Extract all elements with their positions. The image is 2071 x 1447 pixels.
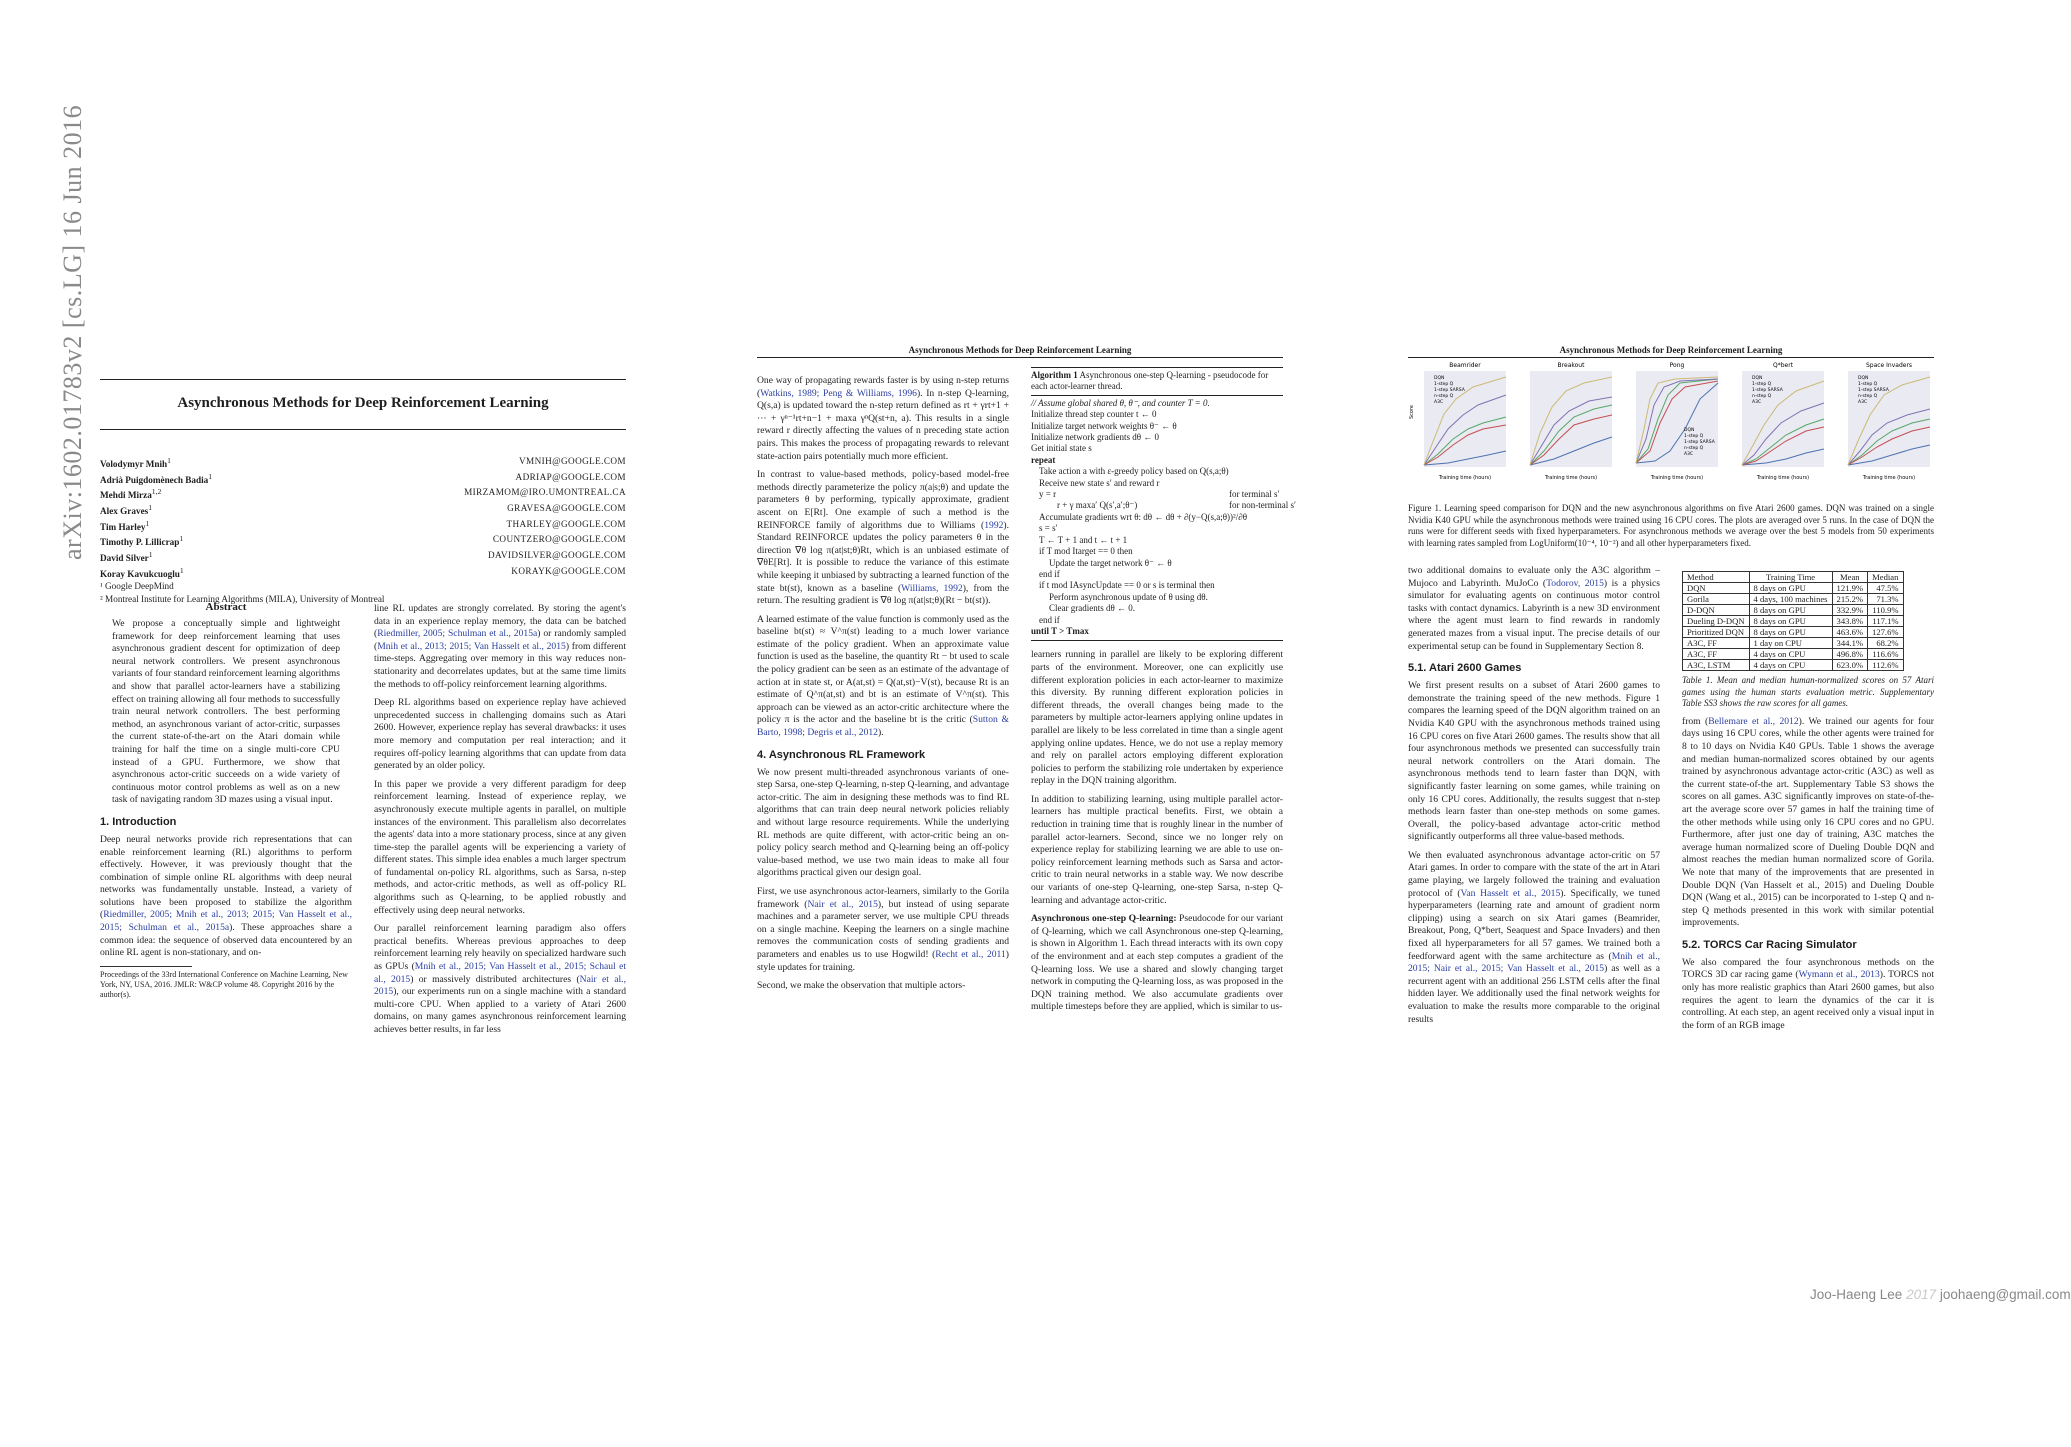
svg-text:DQN: DQN [1684, 428, 1695, 433]
abstract-text: We propose a conceptually simple and lightweight framework for deep reinforcement learning that uses asynchronous gradient descent for optimization of deep neural network controllers. We present asynchronous variants of four standard reinforcement learning algorithms and show that parallel actor-learners have a stabilizing effect on training allowing all four methods to successfully train neural network controllers. The best performing method, an asynchronous variant of actor-critic, surpasses the current state-of-the-art on the Atari domain while training for half the time on a single multi-core CPU instead of a GPU. Furthermore, we show that asynchronous actor-critic succeeds on a wide variety of continuous motor control problems as well as on a new task of navigating random 3D mazes using a visual input. [112, 618, 340, 806]
figure-1-plots [1408, 359, 1934, 494]
body-paragraph: We also compared the four asynchronous methods on the TORCS 3D car racing game (Wymann et al., 2013). TORCS not only has more realistic graphics than Atari 2600 games, but also requires the agent to learn the dynamics of the car it is controlling. At each step, an agent received only a visual input in the form of an RGB image [1682, 956, 1934, 1031]
citation-link[interactable]: Mnih et al., 2015; Van Hasselt et al., 2015; Schaul et al., 2015 [374, 961, 626, 985]
author-row: Adrià Puigdomènech Badia$^1$ ADRIAP@GOOGLE.COM [100, 471, 626, 485]
body-paragraph: Deep RL algorithms based on experience replay have achieved unprecedented success in challenging domains such as Atari 2600. However, experience replay has several drawbacks: it uses more memory and computation per real interaction; and it requires off-policy learning algorithms that can update from data generated by an older policy. [374, 697, 626, 772]
algorithm-caption: Algorithm 1 Asynchronous one-step Q-learning - pseudocode for each actor-learner thread. [1031, 370, 1283, 396]
table-row: Dueling D-DQN 8 days on GPU 343.8% 117.1% [1683, 616, 1904, 627]
author-row: Mehdi Mirza$^{1,2}$ MIRZAMOM@IRO.UMONTREAL.CA [100, 487, 626, 501]
svg-text:1-step SARSA: 1-step SARSA [1752, 388, 1783, 393]
svg-text:1-step SARSA: 1-step SARSA [1434, 388, 1465, 393]
citation-link[interactable]: Sutton & Barto, 1998; Degris et al., 2012 [757, 714, 1009, 739]
author-row: David Silver$^1$ DAVIDSILVER@GOOGLE.COM [100, 549, 626, 563]
svg-text:DQN: DQN [1858, 376, 1869, 381]
table-row: Gorila 4 days, 100 machines 215.2% 71.3% [1683, 594, 1904, 605]
body-paragraph: First, we use asynchronous actor-learners, similarly to the Gorila framework (Nair et al., 2015), but instead of using separate machines and a parameter server, we use multiple CPU threads on a single machine. Keeping the learners on a single machine removes the communication costs of sending gradients and parameters and enables us to use Hogwild! (Recht et al., 2011) style updates for training. [757, 885, 1010, 973]
algorithm-1 [1031, 367, 1296, 641]
algorithm-line: Initialize target network weights θ⁻ ← θ [1031, 420, 1177, 431]
title-rule-top [100, 379, 626, 380]
results-table [1682, 571, 1904, 671]
svg-text:Training time (hours): Training time (hours) [1544, 475, 1598, 481]
learning-curve-plot [1620, 359, 1722, 494]
algorithm-line: // Assume global shared θ, θ⁻, and counter T = 0. [1031, 397, 1210, 408]
svg-text:A3C: A3C [1684, 452, 1694, 457]
section-heading: 1. Introduction [100, 815, 177, 828]
figure-1-caption: Figure 1. Learning speed comparison for DQN and the new asynchronous algorithms on five Atari 2600 games. DQN was trained on a single Nvidia K40 GPU while the asynchronous methods were trained using 16 CPU cores. The plots are averaged over 5 runs. In the case of DQN the runs were for different seeds with fixed hyperparameters. For asynchronous methods we average over the best 5 models from 50 experiments with learning rates sampled from LogUniform(10⁻⁴, 10⁻²) and all other hyperparameters fixed. [1408, 503, 1934, 548]
citation-link[interactable]: Recht et al., 2011 [935, 948, 1006, 960]
learning-curve-plot [1726, 359, 1828, 494]
affiliation-1: ¹ Google DeepMind [100, 581, 174, 592]
section-heading: 4. Asynchronous RL Framework [757, 748, 926, 761]
algorithm-line: end if [1039, 568, 1060, 579]
citation-link[interactable]: Riedmiller, 2005; Mnih et al., 2013; 2015; Van Hasselt et al., 2015; Schulman et al., 2015a [100, 909, 352, 934]
algorithm-line: s = s′ [1039, 523, 1058, 534]
svg-text:A3C: A3C [1434, 400, 1444, 405]
author-row: Tim Harley$^1$ THARLEY@GOOGLE.COM [100, 518, 626, 532]
svg-text:n-step Q: n-step Q [1434, 394, 1454, 399]
running-head: Asynchronous Methods for Deep Reinforcement Learning [757, 345, 1283, 358]
svg-text:1-step SARSA: 1-step SARSA [1684, 440, 1715, 445]
body-paragraph: We now present multi-threaded asynchronous variants of one-step Sarsa, one-step Q-learning, n-step Q-learning, and advantage actor-critic. The aim in designing these methods was to find RL algorithms that can train deep neural network policies reliably and without large resource requirements. While the underlying RL methods are quite different, with actor-critic being an on-policy policy search method and Q-learning being an off-policy value-based method, we use two main ideas to make all four algorithms practical given our design goal. [757, 766, 1010, 879]
page2-left-column [757, 375, 1009, 999]
svg-text:Pong: Pong [1669, 362, 1685, 369]
svg-text:1-step SARSA: 1-step SARSA [1858, 388, 1889, 393]
svg-text:1-step Q: 1-step Q [1858, 382, 1878, 387]
citation-link[interactable]: Wymann et al., 2013 [1798, 969, 1880, 981]
body-paragraph: Asynchronous one-step Q-learning: Pseudocode for our variant of Q-learning, which we call Asynchronous one-step Q-learning, is shown in Algorithm 1. Each thread interacts with its own copy of the environment and at each step computes a gradient of the Q-learning loss. We use a shared and slowly changing target network in computing the Q-learning loss, as was proposed in the DQN training method. We also accumulate gradients over multiple timesteps before they are applied, which is similar to us- [1031, 913, 1283, 1013]
svg-text:A3C: A3C [1752, 400, 1762, 405]
algorithm-line: end if [1039, 614, 1060, 625]
citation-link[interactable]: Riedmiller, 2005; Schulman et al., 2015a [377, 628, 538, 640]
citation-link[interactable]: Todorov, 2015 [1546, 577, 1604, 589]
svg-text:Breakout: Breakout [1557, 362, 1585, 369]
author-row: Volodymyr Mnih$^1$ VMNIH@GOOGLE.COM [100, 456, 626, 470]
algorithm-line: Update the target network θ⁻ ← θ [1049, 557, 1172, 568]
paper-title: Asynchronous Methods for Deep Reinforcement Learning [177, 395, 549, 411]
body-paragraph: We then evaluated asynchronous advantage actor-critic on 57 Atari games. In order to compare with the state of the art in Atari game playing, we largely followed the training and evaluation protocol of (Van Hasselt et al., 2015). Specifically, we tuned hyperparameters (learning rate and amount of gradient norm clipping) using a search on six Atari games (Beamrider, Breakout, Pong, Q*bert, Seaquest and Space Invaders) and then fixed all hyperparameters for all 57 games. We trained both a feedforward agent with the same architecture as (Mnih et al., 2015; Nair et al., 2015; Van Hasselt et al., 2015) as well as a recurrent agent with an additional 256 LSTM cells after the final hidden layer. We additionally used the final network weights for evaluation to make the results more comparable to the original results [1408, 849, 1661, 1025]
table-header-row [1683, 572, 1904, 583]
svg-text:A3C: A3C [1858, 400, 1868, 405]
running-head: Asynchronous Methods for Deep Reinforcement Learning [1408, 345, 1934, 358]
learning-curve-plot [1832, 359, 1934, 494]
body-paragraph: In contrast to value-based methods, policy-based model-free methods directly parameterize the policy π(a|s;θ) and update the parameters θ by performing, typically approximate, gradient ascent on E[Rt]. One example of such a method is the REINFORCE family of algorithms due to Williams (1992). Standard REINFORCE updates the policy parameters θ in the direction ∇θ log π(at|st;θ)Rt, which is an unbiased estimate of ∇θE[Rt]. It is possible to reduce the variance of this estimate while keeping it unbiased by subtracting a learned function of the state bt(st), known as a baseline (Williams, 1992), from the return. The resulting gradient is ∇θ log π(at|st;θ)(Rt − bt(st)). [757, 469, 1009, 607]
title-rule-bottom [100, 429, 626, 430]
algorithm-line: Clear gradients dθ ← 0. [1049, 603, 1136, 614]
section-heading: 5.1. Atari 2600 Games [1408, 662, 1522, 675]
citation-link[interactable]: 1992 [984, 519, 1004, 531]
paper-page-2 [757, 345, 1296, 1080]
table-header-cell: Mean [1832, 572, 1868, 583]
algorithm-line: Take action a with ε-greedy policy based on Q(s,a;θ) [1039, 466, 1229, 477]
svg-text:Beamrider: Beamrider [1449, 362, 1481, 369]
page3-right-column [1682, 571, 1934, 1038]
body-paragraph: A learned estimate of the value function is commonly used as the baseline bt(st) ≈ V^π(st) leading to a much lower variance estimate of the policy gradient. When an approximate value function is used as the baseline, the quantity Rt − bt used to scale the policy gradient can be seen as an estimate of the advantage of action at in state st, or A(at,st) = Q(at,st)−V(st), because Rt is an estimate of Q^π(at,st) and bt is an estimate of V^π(st). This approach can be viewed as an actor-critic architecture where the policy π is the actor and the baseline bt is the critic (Sutton & Barto, 1998; Degris et al., 2012). [757, 613, 1009, 739]
svg-text:n-step Q: n-step Q [1684, 446, 1704, 451]
svg-text:1-step Q: 1-step Q [1752, 382, 1772, 387]
body-paragraph: We first present results on a subset of Atari 2600 games to demonstrate the training speed of the new methods. Figure 1 compares the learning speed of the DQN algorithm trained on an Nvidia K40 GPU with the asynchronous methods trained using 16 CPU cores on five Atari 2600 games. The results show that all four asynchronous methods we presented can successfully train neural network controllers on the Atari domain. The asynchronous methods tend to learn faster than DQN, with significantly faster learning on some games, while training on only 16 CPU cores. Additionally, the results suggest that n-step methods learn faster than one-step methods on some games. Overall, the policy-based advantage actor-critic method significantly outperforms all three value-based methods. [1408, 680, 1660, 843]
body-paragraph: In this paper we provide a very different paradigm for deep reinforcement learning. Instead of experience replay, we asynchronously execute multiple agents in parallel, on multiple instances of the environment. This parallelism also decorrelates the agents' data into a more stationary process, since at any given time-step the parallel agents will be experiencing a variety of different states. This simple idea enables a much larger spectrum of fundamental on-policy RL algorithms, such as Sarsa, n-step methods, and actor-critic methods, as well as off-policy RL algorithms such as Q-learning, to be applied robustly and effectively using deep neural networks. [374, 778, 626, 916]
body-paragraph: line RL updates are strongly correlated. By storing the agent's data in an experience replay memory, the data can be batched (Riedmiller, 2005; Schulman et al., 2015a) or randomly sampled (Mnih et al., 2013; 2015; Van Hasselt et al., 2015) from different time-steps. Aggregating over memory in this way reduces non-stationarity and decorrelates updates, but at the same time limits the methods to off-policy reinforcement learning algorithms. [374, 603, 627, 690]
citation-link[interactable]: Nair et al., 2015 [374, 973, 626, 998]
body-paragraph: from (Bellemare et al., 2012). We trained our agents for four days using 16 CPU cores, while the other agents were trained for 8 to 10 days on Nvidia K40 GPUs. Table 1 shows the average and median human-normalized scores obtained by our agents trained by asynchronous advantage actor-critic (A3C) as well as the current state-of-the art. Supplementary Table S3 shows the scores on all games. A3C significantly improves on state-of-the-art the average score over 57 games in half the training time of the other methods while using only 16 CPU cores and no GPU. Furthermore, after just one day of training, A3C matches the average human normalized score of Dueling Double DQN and almost reaches the median human normalized score of Gorila. We note that many of the improvements that are presented in Double DQN (Van Hasselt et al., 2015) and Dueling Double DQN (Wang et al., 2015) can be incorporated to 1-step Q and n-step Q methods presented in this work with similar potential improvements. [1682, 715, 1934, 929]
svg-text:Score: Score [1409, 404, 1415, 419]
author-row: Alex Graves$^1$ GRAVESA@GOOGLE.COM [100, 502, 626, 517]
algorithm-line: if T mod Itarget == 0 then [1039, 546, 1133, 557]
algorithm-line: Perform asynchronous update of θ using dθ. [1049, 591, 1208, 602]
algorithm-line: Initialize thread step counter t ← 0 [1031, 409, 1157, 420]
author-signature: Joo-Haeng Lee 2017 joohaeng@gmail.com [1810, 1287, 2071, 1302]
table-header-cell: Median [1868, 572, 1904, 583]
svg-text:n-step Q: n-step Q [1858, 394, 1878, 399]
body-paragraph: In addition to stabilizing learning, using multiple parallel actor-learners has multiple practical benefits. First, we obtain a reduction in training time that is roughly linear in the number of parallel actor-learners. Second, since we no longer rely on experience replay for stabilizing learning we are able to use on-policy reinforcement learning methods such as Sarsa and actor-critic to train neural networks in a stable way. We now describe our variants of one-step Q-learning, one-step Sarsa, n-step Q-learning and advantage actor-critic. [1031, 793, 1283, 906]
svg-text:1-step Q: 1-step Q [1684, 434, 1704, 439]
algorithm-line: until T > Tmax [1031, 625, 1089, 636]
svg-text:Training time (hours): Training time (hours) [1650, 475, 1704, 481]
svg-text:Training time (hours): Training time (hours) [1438, 475, 1492, 481]
body-paragraph: two additional domains to evaluate only the A3C algorithm – Mujoco and Labyrinth. MuJoCo (Todorov, 2015) is a physics simulator for evaluating agents on continuous motor control tasks with contact dynamics. Labyrinth is a new 3D environment where the agent must learn to find rewards in randomly generated mazes from a visual input. The precise details of our experimental setup can be found in Supplementary Section 8. [1408, 565, 1660, 652]
svg-text:Q*bert: Q*bert [1772, 362, 1794, 369]
arxiv-stamp: arXiv:1602.01783v2 [cs.LG] 16 Jun 2016 [58, 104, 87, 560]
algorithm-line: Get initial state s [1031, 443, 1092, 454]
page3-left-column [1408, 565, 1660, 1032]
author-row: Timothy P. Lillicrap$^1$ COUNTZERO@GOOGLE.COM [100, 534, 626, 548]
svg-text:1-step Q: 1-step Q [1434, 382, 1454, 387]
algorithm-line: Initialize network gradients dθ ← 0 [1031, 432, 1160, 443]
page1-right-column [374, 603, 626, 1043]
algorithm-line: if t mod IAsyncUpdate == 0 or s is terminal then [1039, 580, 1215, 591]
algorithm-line: r + γ maxa′ Q(s′,a′;θ⁻) for non-terminal s′ [1057, 500, 1296, 511]
page2-right-column [1031, 367, 1296, 1020]
section-heading: 5.2. TORCS Car Racing Simulator [1682, 938, 1857, 951]
svg-text:Training time (hours): Training time (hours) [1862, 475, 1916, 481]
table-row: A3C, FF 4 days on CPU 496.8% 116.6% [1683, 649, 1904, 660]
svg-text:n-step Q: n-step Q [1752, 394, 1772, 399]
table-header-cell: Training Time [1749, 572, 1832, 583]
svg-text:DQN: DQN [1752, 376, 1763, 381]
citation-link[interactable]: Nair et al., 2015 [807, 898, 878, 910]
paper-page-3 [1408, 345, 1934, 1080]
body-paragraph: One way of propagating rewards faster is by using n-step returns (Watkins, 1989; Peng & Williams, 1996). In n-step Q-learning, Q(s,a) is updated toward the n-step return defined as rt + γrt+1 + ··· + γⁿ⁻¹rt+n−1 + maxa γⁿQ(st+n, a). This results in a single reward r directly affecting the values of n preceding state action pairs. This makes the process of propagating rewards to relevant state-action pairs potentially much more efficient. [757, 375, 1010, 462]
citation-link[interactable]: Van Hasselt et al., 2015 [1460, 887, 1561, 899]
abstract-heading: Abstract [205, 601, 247, 613]
learning-curve-plot [1408, 359, 1510, 494]
citation-link[interactable]: Mnih et al., 2015; Nair et al., 2015; Van Hasselt et al., 2015 [1408, 950, 1661, 975]
table-row: D-DQN 8 days on GPU 332.9% 110.9% [1683, 605, 1904, 616]
algorithm-line: y = r for terminal s′ [1039, 489, 1280, 500]
algorithm-line: repeat [1031, 454, 1056, 465]
citation-link[interactable]: Williams, 1992 [901, 582, 963, 594]
svg-text:Training time (hours): Training time (hours) [1756, 475, 1810, 481]
proceedings-footnote: Proceedings of the 33rd International Conference on Machine Learning, New York, NY, USA, 2016. JMLR: W&CP volume 48. Copyright 2016 by the author(s). [100, 966, 192, 1000]
page1-left-column [100, 595, 352, 1000]
body-paragraph: Second, we make the observation that multiple actors- [757, 980, 966, 992]
citation-link[interactable]: Bellemare et al., 2012 [1708, 715, 1799, 727]
affiliation-2: ² Montreal Institute for Learning Algorithms (MILA), University of Montreal [100, 593, 385, 604]
algorithm-line: Receive new state s′ and reward r [1039, 477, 1160, 488]
author-block [100, 455, 626, 605]
table-1-caption: Table 1. Mean and median human-normalized scores on 57 Atari games using the human starts evaluation metric. Supplementary Table SS3 shows the raw scores for all games. [1682, 675, 1934, 709]
paper-page-1 [100, 345, 626, 1080]
citation-link[interactable]: Mnih et al., 2013; 2015; Van Hasselt et al., 2015 [377, 640, 566, 652]
table-header-cell: Method [1683, 572, 1750, 583]
author-row: Koray Kavukcuoglu$^1$ KORAYK@GOOGLE.COM [100, 565, 626, 579]
table-row: A3C, FF 1 day on CPU 344.1% 68.2% [1683, 638, 1904, 649]
table-row: A3C, LSTM 4 days on CPU 623.0% 112.6% [1683, 660, 1904, 671]
body-paragraph: learners running in parallel are likely to be exploring different parts of the environment. Moreover, one can explicitly use different exploration policies in each actor-learner to maximize this diversity. By running different exploration policies in different threads, the overall changes being made to the parameters by multiple actor-learners applying online updates in parallel are likely to be less correlated in time than a single agent applying online updates. Hence, we do not use a replay memory and rely on parallel actors employing different exploration policies to perform the stabilizing role undertaken by experience replay in the DQN training algorithm. [1031, 649, 1283, 787]
table-row: DQN 8 days on GPU 121.9% 47.5% [1683, 583, 1904, 594]
table-row: Prioritized DQN 8 days on GPU 463.6% 127.6% [1683, 627, 1904, 638]
algorithm-line: Accumulate gradients wrt θ: dθ ← dθ + ∂(y−Q(s,a;θ))²/∂θ [1039, 511, 1248, 522]
svg-text:Space Invaders: Space Invaders [1865, 362, 1913, 369]
body-paragraph: Our parallel reinforcement learning paradigm also offers practical benefits. Whereas previous approaches to deep reinforcement learning rely heavily on specialized hardware such as GPUs (Mnih et al., 2015; Van Hasselt et al., 2015; Schaul et al., 2015) or massively distributed architectures (Nair et al., 2015), our experiments run on a single machine with a standard multi-core CPU. When applied to a variety of Atari 2600 domains, on many games asynchronous reinforcement learning achieves better results, in far less [374, 923, 626, 1035]
svg-text:DQN: DQN [1434, 376, 1445, 381]
citation-link[interactable]: Watkins, 1989; Peng & Williams, 1996 [760, 387, 917, 399]
algorithm-line: T ← T + 1 and t ← t + 1 [1039, 534, 1128, 545]
intro-paragraph: Deep neural networks provide rich representations that can enable reinforcement learning (RL) algorithms to perform effectively. However, it was previously thought that the combination of simple online RL algorithms with deep neural networks was fundamentally unstable. Instead, a variety of solutions have been proposed to stabilize the algorithm (Riedmiller, 2005; Mnih et al., 2013; 2015; Van Hasselt et al., 2015; Schulman et al., 2015a). These approaches share a common idea: the sequence of observed data encountered by an online RL agent is non-stationary, and on- [100, 833, 352, 959]
learning-curve-plot [1514, 359, 1616, 494]
